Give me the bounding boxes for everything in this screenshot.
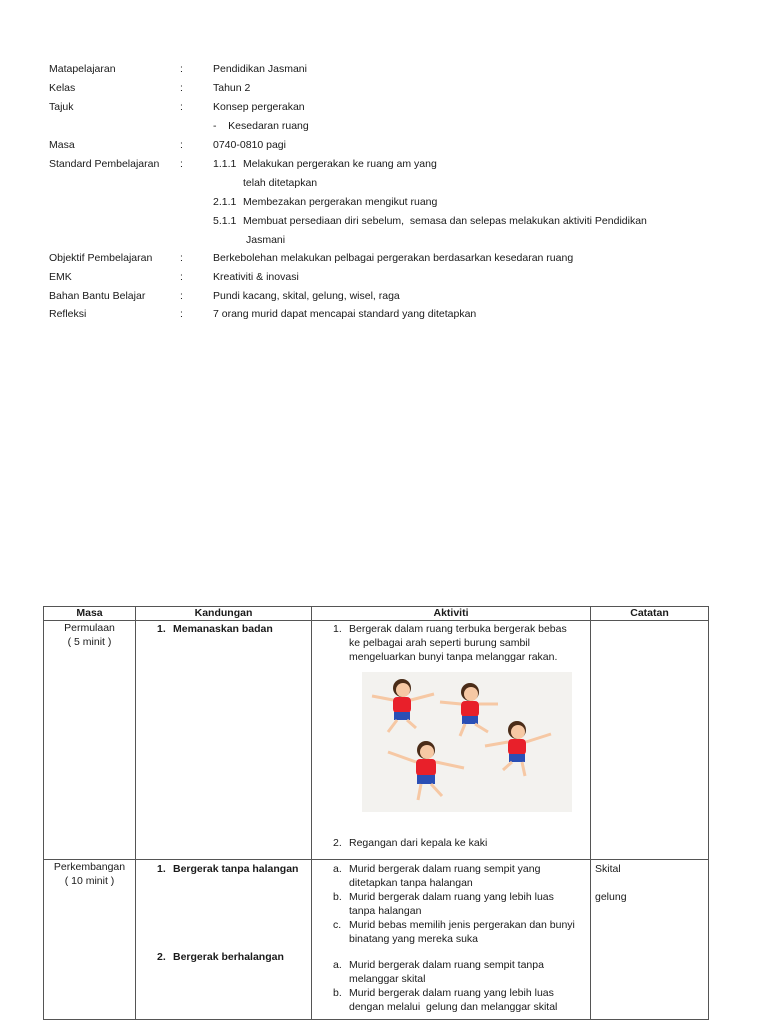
- item-marker: c.: [333, 919, 342, 931]
- item-text: Murid bergerak dalam ruang yang lebih luas: [349, 987, 554, 999]
- children-running-icon: [362, 672, 572, 812]
- field-value: Konsep pergerakan: [213, 101, 305, 113]
- note-item: Skital: [595, 863, 621, 875]
- field-label: Matapelajaran: [49, 63, 116, 75]
- activity-item: [312, 622, 590, 664]
- field-colon: :: [180, 308, 183, 320]
- catatan-cell: [591, 860, 709, 1020]
- item-marker: b.: [333, 891, 342, 903]
- standard-item: [213, 158, 437, 170]
- field-value: Berkebolehan melakukan pelbagai pergerakan berdasarkan kesedaran ruang: [213, 252, 574, 264]
- table-row: [44, 621, 709, 860]
- header-aktiviti: Aktiviti: [312, 607, 591, 621]
- item-marker: a.: [333, 959, 342, 971]
- item-text: Regangan dari kepala ke kaki: [349, 837, 488, 849]
- field-colon: :: [180, 139, 183, 151]
- item-text: Murid bergerak dalam ruang yang lebih luas: [349, 891, 554, 903]
- item-text: mengeluarkan bunyi tanpa melanggar rakan.: [349, 651, 558, 663]
- item-marker: 1.: [157, 863, 166, 875]
- kandungan-cell: [136, 860, 312, 1020]
- field-label: Bahan Bantu Belajar: [49, 290, 146, 302]
- standard-item: [213, 215, 647, 227]
- standard-code: 5.1.1: [213, 215, 237, 227]
- field-value: 7 orang murid dapat mencapai standard yang ditetapkan: [213, 308, 477, 320]
- header-kandungan: Kandungan: [136, 607, 312, 621]
- children-running-illustration: [362, 672, 572, 812]
- field-label: EMK: [49, 271, 72, 283]
- aktiviti-cell: [312, 621, 591, 860]
- standard-item: [213, 196, 437, 208]
- activity-item: [312, 836, 590, 850]
- item-marker: 2.: [333, 837, 342, 849]
- topic-subitem: - Kesedaran ruang: [213, 120, 309, 132]
- header-masa: Masa: [44, 607, 136, 621]
- field-colon: :: [180, 101, 183, 113]
- lesson-plan-table: [43, 606, 709, 1020]
- field-value: 0740-0810 pagi: [213, 139, 286, 151]
- item-marker: 2.: [157, 951, 166, 963]
- item-text: Bergerak tanpa halangan: [173, 863, 299, 875]
- field-value: Pendidikan Jasmani: [213, 63, 307, 75]
- item-text: Murid bebas memilih jenis pergerakan dan bunyi: [349, 919, 575, 931]
- item-text: melanggar skital: [349, 973, 426, 985]
- table-header-row: [44, 607, 709, 621]
- content-item: [136, 622, 311, 636]
- masa-cell: [44, 621, 136, 860]
- catatan-cell: [591, 621, 709, 860]
- field-label: Refleksi: [49, 308, 87, 320]
- phase-name: Perkembangan: [53, 861, 126, 873]
- field-label: Objektif Pembelajaran: [49, 252, 153, 264]
- field-label: Standard Pembelajaran: [49, 158, 160, 170]
- standard-text-cont: Jasmani: [246, 234, 286, 246]
- field-colon: :: [180, 82, 183, 94]
- item-marker: 1.: [157, 623, 166, 635]
- item-marker: a.: [333, 863, 342, 875]
- aktiviti-cell: [312, 860, 591, 1020]
- content-item: [136, 862, 311, 876]
- item-marker: b.: [333, 987, 342, 999]
- field-label: Kelas: [49, 82, 76, 94]
- phase-duration: ( 10 minit ): [64, 875, 115, 887]
- item-text: Murid bergerak dalam ruang sempit yang: [349, 863, 541, 875]
- field-colon: :: [180, 271, 183, 283]
- field-colon: :: [180, 252, 183, 264]
- standard-text: Membezakan pergerakan mengikut ruang: [243, 196, 438, 208]
- field-value: Pundi kacang, skital, gelung, wisel, raga: [213, 290, 400, 302]
- activity-item: [312, 918, 590, 946]
- standard-code: 2.1.1: [213, 196, 237, 208]
- kandungan-cell: [136, 621, 312, 860]
- item-marker: 1.: [333, 623, 342, 635]
- item-text: tanpa halangan: [349, 905, 422, 917]
- activity-item: [312, 862, 590, 890]
- activity-item: [312, 986, 590, 1014]
- field-label: Masa: [49, 139, 75, 151]
- item-text: Bergerak berhalangan: [173, 951, 284, 963]
- content-item: [136, 950, 311, 964]
- activity-item: [312, 958, 590, 986]
- standard-text-cont: telah ditetapkan: [243, 177, 318, 189]
- field-value: Kreativiti & inovasi: [213, 271, 299, 283]
- phase-duration: ( 5 minit ): [67, 636, 112, 648]
- item-text: ditetapkan tanpa halangan: [349, 877, 473, 889]
- phase-name: Permulaan: [64, 622, 115, 634]
- field-value: Tahun 2: [213, 82, 251, 94]
- standard-code: 1.1.1: [213, 158, 237, 170]
- field-colon: :: [180, 63, 183, 75]
- field-colon: :: [180, 290, 183, 302]
- lesson-header: [0, 0, 768, 340]
- item-text: Bergerak dalam ruang terbuka bergerak bebas: [349, 623, 567, 635]
- table-row: [44, 860, 709, 1020]
- item-text: Memanaskan badan: [173, 623, 273, 635]
- header-catatan: Catatan: [591, 607, 709, 621]
- field-label: Tajuk: [49, 101, 74, 113]
- item-text: Murid bergerak dalam ruang sempit tanpa: [349, 959, 544, 971]
- standard-text: Membuat persediaan diri sebelum, semasa dan selepas melakukan aktiviti Pendidikan: [243, 215, 647, 227]
- note-item: gelung: [595, 891, 627, 903]
- item-text: ke pelbagai arah seperti burung sambil: [349, 637, 530, 649]
- masa-cell: [44, 860, 136, 1020]
- item-text: dengan melalui gelung dan melanggar skital: [349, 1001, 558, 1013]
- field-colon: :: [180, 158, 183, 170]
- activity-item: [312, 890, 590, 918]
- item-text: binatang yang mereka suka: [349, 933, 478, 945]
- standard-text: Melakukan pergerakan ke ruang am yang: [243, 158, 437, 170]
